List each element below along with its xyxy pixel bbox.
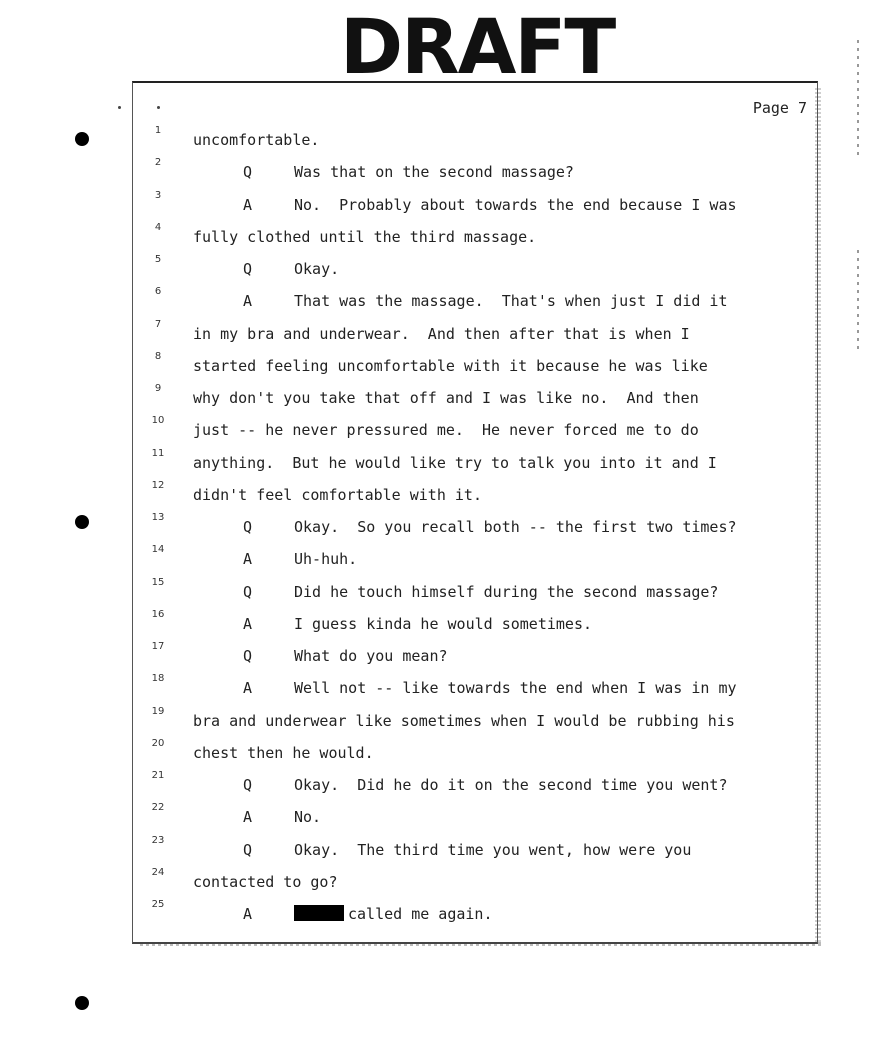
line-number: 22 bbox=[151, 802, 165, 814]
speaker-label: Q bbox=[243, 647, 253, 665]
hole-punch-bullet bbox=[75, 132, 89, 146]
scan-edge-mark bbox=[857, 250, 859, 350]
transcript-line bbox=[133, 609, 817, 641]
line-number: 13 bbox=[151, 512, 165, 523]
speaker-label: Q bbox=[243, 260, 253, 278]
line-text: Was that on the second massage? bbox=[294, 163, 574, 182]
speaker-label: Q bbox=[243, 163, 253, 182]
line-text: That was the massage. That's when just I did it bbox=[294, 292, 728, 311]
transcript-line bbox=[133, 673, 817, 705]
line-number: 12 bbox=[151, 479, 165, 491]
speaker-label: A bbox=[243, 905, 253, 923]
line-text: No. bbox=[294, 808, 322, 827]
line-number: 20 bbox=[151, 737, 165, 749]
speaker-label: A bbox=[243, 808, 253, 827]
line-text: Okay. The third time you went, how were you bbox=[294, 840, 692, 859]
transcript-page bbox=[132, 81, 818, 944]
line-number: 21 bbox=[151, 770, 165, 781]
line-number: 17 bbox=[151, 641, 165, 652]
line-number: 2 bbox=[154, 157, 162, 169]
line-text: No. Probably about towards the end because I was bbox=[294, 195, 737, 214]
speaker-label: A bbox=[243, 195, 253, 214]
line-text: Okay. Did he do it on the second time you went? bbox=[294, 776, 728, 794]
transcript-line bbox=[133, 254, 817, 286]
line-number: 7 bbox=[154, 318, 162, 330]
line-number: 25 bbox=[151, 899, 165, 910]
line-text-after-redaction: called me again. bbox=[348, 905, 493, 923]
line-number: 19 bbox=[151, 705, 165, 717]
line-number: 24 bbox=[151, 866, 165, 878]
line-number: 4 bbox=[154, 221, 162, 233]
line-text: anything. But he would like try to talk you into it and I bbox=[193, 453, 717, 472]
line-text: bra and underwear like sometimes when I would be rubbing his bbox=[193, 711, 735, 730]
transcript-line bbox=[133, 383, 817, 415]
line-number: 3 bbox=[154, 189, 162, 201]
line-text: Okay. bbox=[294, 260, 340, 278]
transcript-line bbox=[133, 319, 817, 351]
page-number: Page 7 bbox=[752, 99, 807, 117]
transcript-line bbox=[133, 867, 817, 899]
line-number: 5 bbox=[154, 254, 162, 265]
transcript-line bbox=[133, 157, 817, 189]
transcript-line bbox=[133, 802, 817, 834]
transcript-line bbox=[133, 577, 817, 609]
line-number: 18 bbox=[151, 673, 165, 685]
line-text: uncomfortable. bbox=[193, 131, 320, 149]
transcript-line bbox=[133, 770, 817, 802]
line-number: 14 bbox=[151, 544, 165, 556]
line-number: 9 bbox=[154, 383, 162, 394]
line-number: 11 bbox=[151, 447, 165, 459]
transcript-line bbox=[133, 835, 817, 867]
transcript-line bbox=[133, 706, 817, 738]
transcript-line bbox=[133, 222, 817, 254]
transcript-line bbox=[133, 415, 817, 447]
line-text: Uh-huh. bbox=[294, 550, 358, 569]
hole-punch-bullet bbox=[75, 515, 89, 529]
transcript-line bbox=[133, 544, 817, 576]
line-number: 23 bbox=[151, 834, 165, 846]
transcript-line bbox=[133, 899, 817, 931]
transcript-line bbox=[133, 641, 817, 673]
speaker-label: Q bbox=[243, 776, 253, 794]
hole-punch-bullet bbox=[75, 996, 89, 1010]
transcript-line bbox=[133, 512, 817, 544]
speaker-label: Q bbox=[243, 582, 253, 601]
line-text: didn't feel comfortable with it. bbox=[193, 485, 482, 504]
speaker-label: Q bbox=[243, 840, 253, 859]
line-number: 16 bbox=[151, 608, 165, 620]
scan-edge-mark bbox=[857, 40, 859, 160]
line-number: 15 bbox=[151, 576, 165, 588]
line-number: 1 bbox=[154, 125, 162, 136]
transcript-line bbox=[133, 480, 817, 512]
line-text: in my bra and underwear. And then after that is when I bbox=[193, 324, 690, 343]
speaker-label: A bbox=[243, 614, 253, 633]
transcript-line bbox=[133, 286, 817, 318]
line-text: fully clothed until the third massage. bbox=[193, 227, 537, 246]
speaker-label: Q bbox=[243, 518, 253, 536]
transcript-line bbox=[133, 351, 817, 383]
draft-stamp: DRAFT bbox=[340, 2, 615, 91]
transcript-line bbox=[133, 738, 817, 770]
transcript-line bbox=[133, 448, 817, 480]
line-text: I guess kinda he would sometimes. bbox=[294, 614, 593, 633]
line-text: why don't you take that off and I was like no. And then bbox=[193, 389, 699, 407]
line-text: chest then he would. bbox=[193, 743, 374, 762]
line-text: started feeling uncomfortable with it because he was like bbox=[193, 356, 708, 375]
scan-speck bbox=[118, 106, 121, 109]
line-text: Well not -- like towards the end when I was in my bbox=[294, 679, 737, 698]
line-text bbox=[294, 905, 493, 923]
line-text: Okay. So you recall both -- the first two times? bbox=[294, 518, 737, 536]
line-number: 8 bbox=[154, 350, 162, 362]
speaker-label: A bbox=[243, 679, 253, 698]
transcript-line bbox=[133, 190, 817, 222]
redaction-bar bbox=[294, 905, 344, 921]
line-number: 6 bbox=[154, 286, 162, 298]
transcript-line bbox=[133, 125, 817, 157]
speaker-label: A bbox=[243, 292, 253, 311]
line-text: Did he touch himself during the second massage? bbox=[294, 582, 719, 601]
speaker-label: A bbox=[243, 550, 253, 569]
line-number: 10 bbox=[151, 415, 165, 427]
line-text: What do you mean? bbox=[294, 647, 448, 665]
line-text: contacted to go? bbox=[193, 872, 338, 891]
line-text: just -- he never pressured me. He never forced me to do bbox=[193, 421, 699, 440]
